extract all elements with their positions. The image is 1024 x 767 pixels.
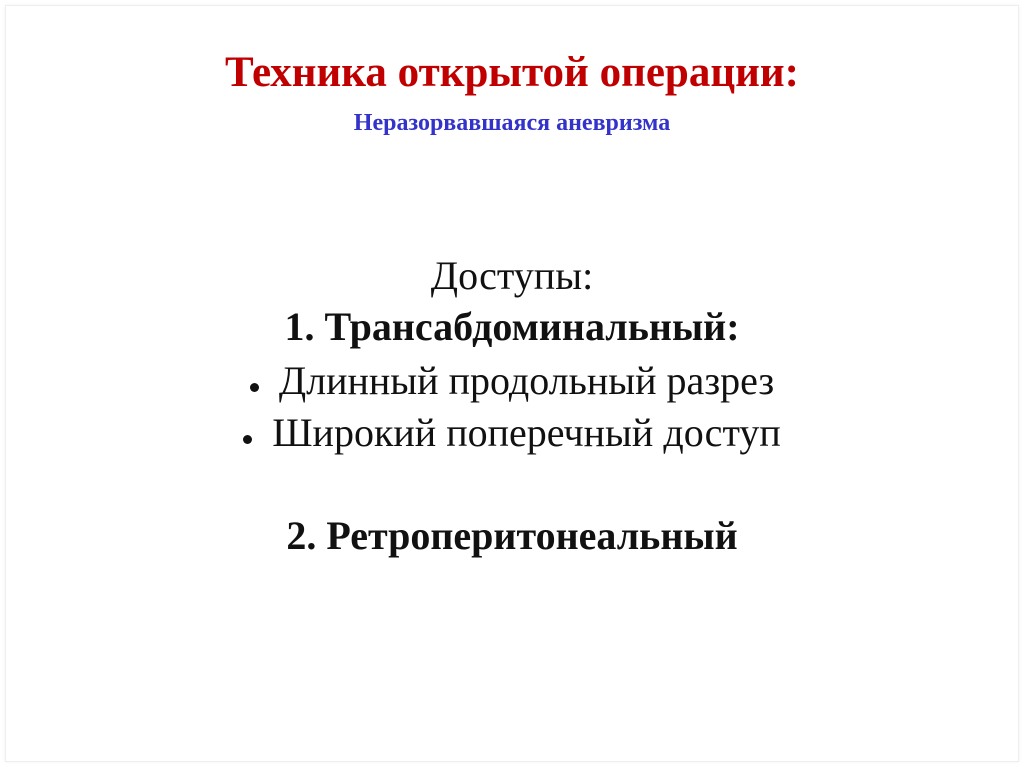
access-heading: Доступы: (430, 253, 594, 298)
bullet-text: Длинный продольный разрез (278, 358, 775, 403)
bullet-text: Широкий поперечный доступ (272, 410, 781, 455)
list-item-transabdominal: 1. Трансабдоминальный: (284, 304, 740, 349)
bullet-item (0, 357, 1024, 405)
slide-subtitle: Неразорвавшаяся аневризма (353, 110, 671, 136)
bullet-icon (243, 435, 252, 444)
list-item-retroperitoneal: 2. Ретроперитонеальный (286, 513, 738, 558)
slide-title: Техника открытой операции: (224, 49, 799, 96)
bullet-item (0, 409, 1024, 457)
bullet-icon (250, 383, 259, 392)
